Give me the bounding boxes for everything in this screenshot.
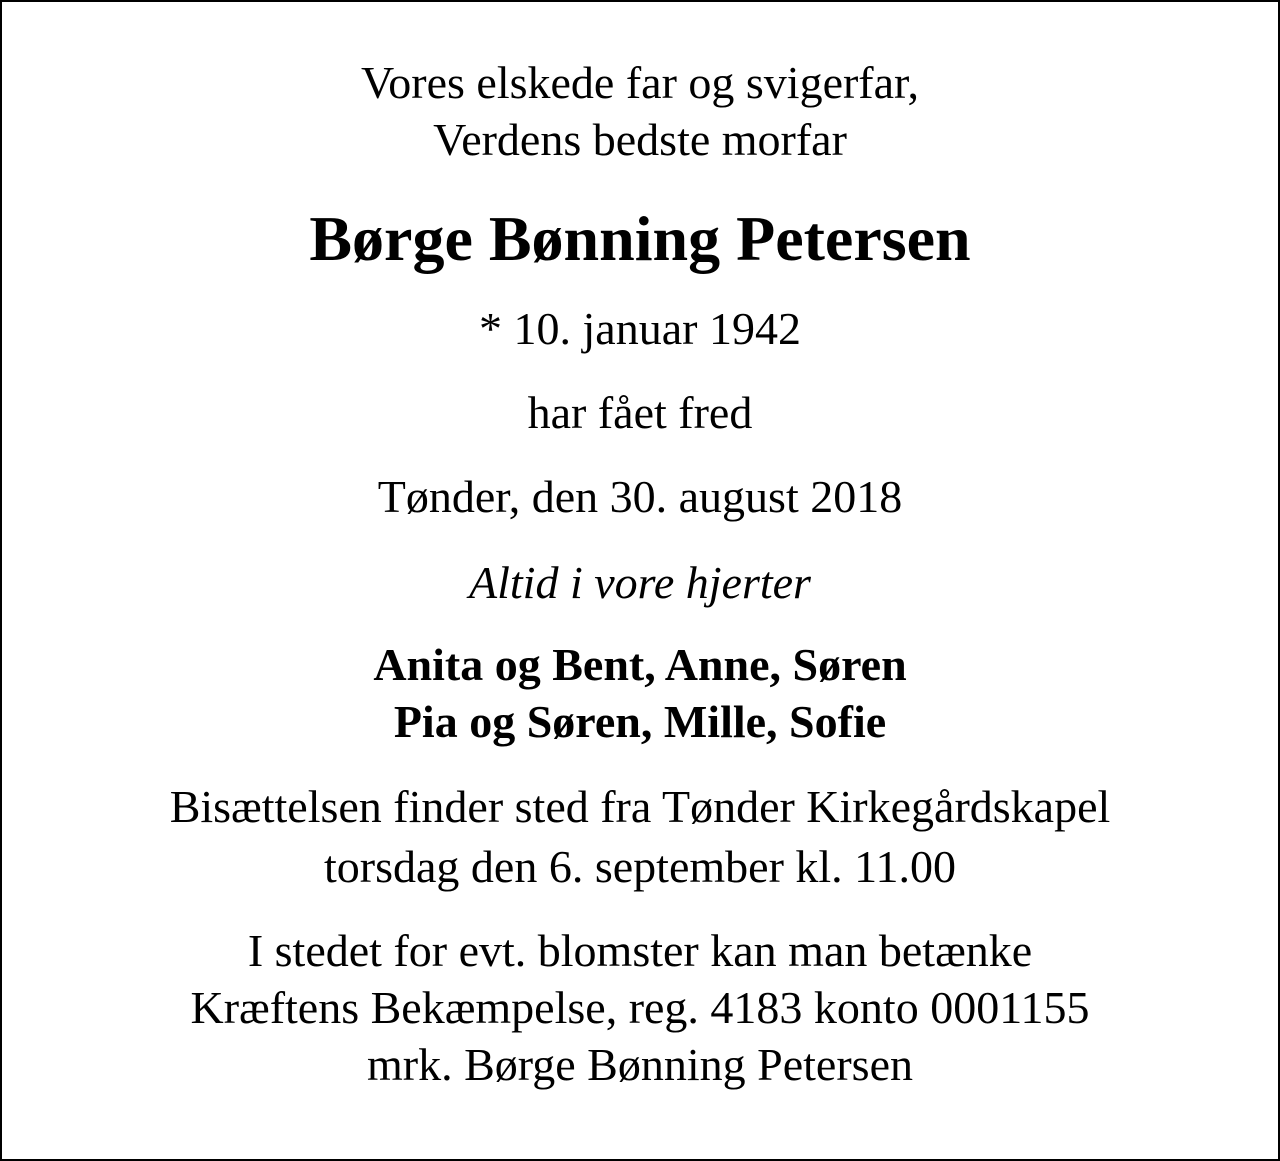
intro-line-2: Verdens bedste morfar [433, 114, 847, 165]
donation-line-2: Kræftens Bekæmpelse, reg. 4183 konto 0001155 [190, 982, 1090, 1033]
deceased-name: Børge Bønning Petersen [309, 203, 971, 274]
family-line-1: Anita og Bent, Anne, Søren [373, 639, 907, 690]
service-line-1: Bisættelsen finder sted fra Tønder Kirkegårdskapel [169, 781, 1111, 832]
family-line-2: Pia og Søren, Mille, Sofie [393, 696, 887, 747]
donation-line-3: mrk. Børge Bønning Petersen [367, 1039, 913, 1090]
service-line-2: torsdag den 6. september kl. 11.00 [324, 841, 956, 892]
motto: Altid i vore hjerter [469, 557, 811, 608]
donation-line-1: I stedet for evt. blomster kan man betænke [247, 925, 1033, 976]
birth-date: * 10. januar 1942 [479, 303, 801, 354]
place-date: Tønder, den 30. august 2018 [377, 471, 903, 522]
intro-line-1: Vores elskede far og svigerfar, [360, 57, 920, 108]
passed-text: har fået fred [527, 387, 753, 438]
